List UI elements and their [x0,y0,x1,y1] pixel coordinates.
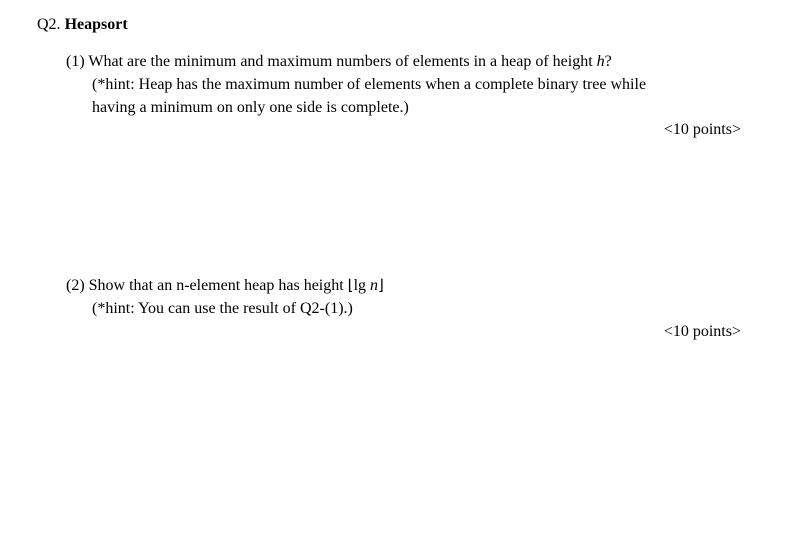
subquestion-2-hint-line-1: (*hint: You can use the result of Q2-(1).) [92,300,353,317]
question-topic: Heapsort [64,16,128,33]
question-mark: ? [604,53,612,70]
question-heading [37,15,128,35]
n-variable: n [370,277,379,294]
floor-right-bracket: ⌋ [378,276,384,294]
subquestion-2-text: (2) Show that an n-element heap has height [66,277,348,294]
subquestion-1-hint-line-1: (*hint: Heap has the maximum number of elements when a complete binary tree while [92,76,647,93]
subquestion-2-prompt [66,274,756,297]
subquestion-1-text: (1) What are the minimum and maximum numbers of elements in a heap of height [66,53,597,70]
subquestion-2 [66,274,756,320]
subquestion-1-points: <10 points> [663,121,741,138]
height-variable: h [596,53,605,70]
subquestion-1-prompt [66,50,756,73]
subquestion-1-hint-line-2: having a minimum on only one side is complete.) [92,99,409,116]
subquestion-2-points: <10 points> [663,323,741,340]
lg-function: lg [353,277,371,294]
subquestion-1 [66,50,756,119]
floor-left-bracket: ⌊ [347,276,354,294]
question-number: Q2. [37,16,61,33]
